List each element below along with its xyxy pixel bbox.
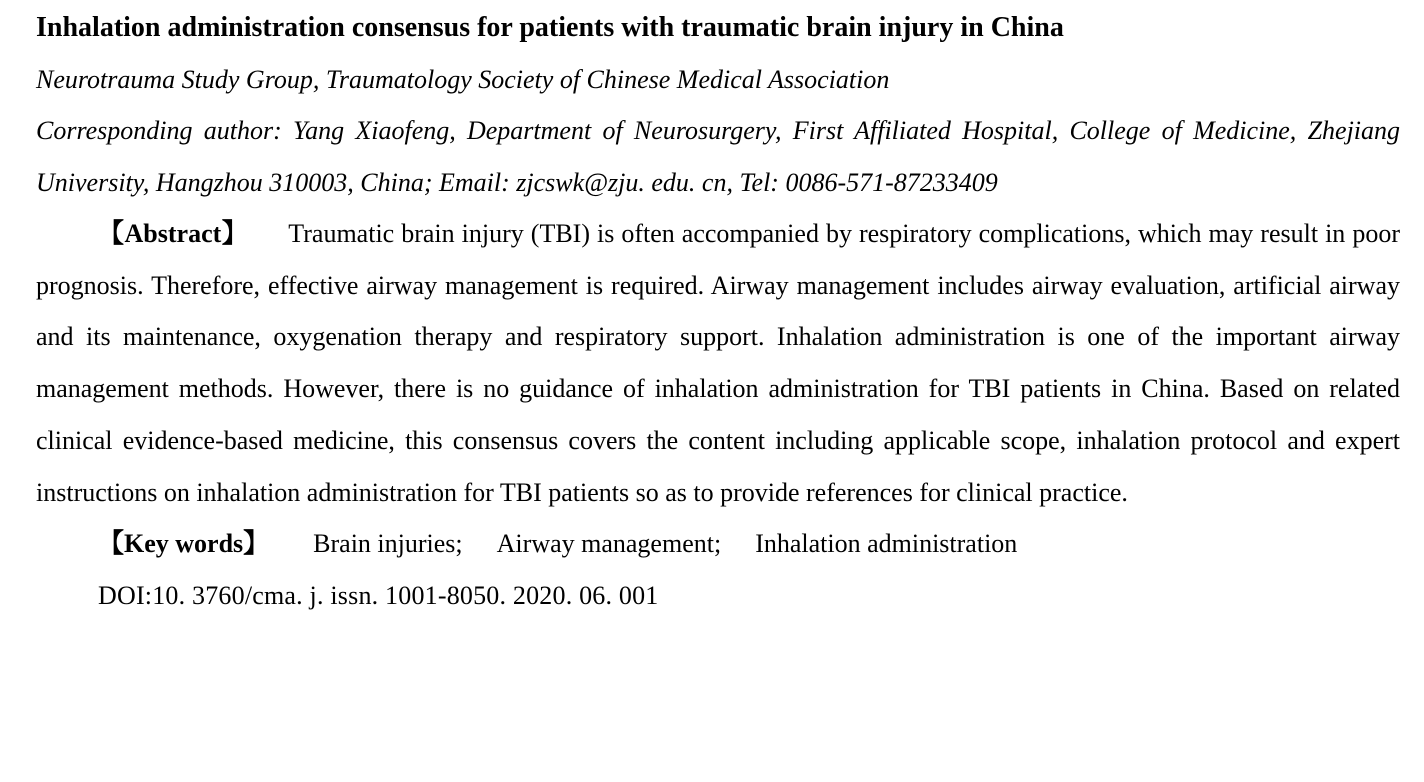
article-header	[36, 8, 1400, 622]
abstract-label: 【Abstract】	[98, 219, 249, 248]
abstract-text: Traumatic brain injury (TBI) is often accompanied by respiratory complications, which may result in poor prognosis. Therefore, effective airway management is required. Airway management includes airway evaluation, artificial airway and its maintenance, oxygenation therapy and respiratory support. Inhalation administration is one of the important airway management methods. However, there is no guidance of inhalation administration for TBI patients in China. Based on related clinical evidence-based medicine, this consensus covers the content including applicable scope, inhalation protocol and expert instructions on inhalation administration for TBI patients so as to provide references for clinical practice.	[36, 219, 1400, 507]
keyword-item: Inhalation administration	[755, 529, 1018, 559]
keyword-item: Brain injuries;	[313, 529, 463, 559]
author-line: Neurotrauma Study Group, Traumatology Society of Chinese Medical Association	[36, 65, 890, 94]
doi-line: DOI:10. 3760/cma. j. issn. 1001-8050. 2020. 06. 001	[98, 580, 659, 610]
keywords-line	[36, 518, 1400, 570]
paper-title: Inhalation administration consensus for patients with traumatic brain injury in China	[36, 12, 1064, 43]
keywords-label: 【Key words】	[98, 529, 270, 559]
abstract-paragraph	[36, 208, 1400, 518]
corresponding-author-text: Yang Xiaofeng, Department of Neurosurgery, First Affiliated Hospital, College of Medicine, Zhejiang University, Hangzhou 310003, China; Email: zjcswk@zju. edu. cn, Tel: 0086-571-87233409	[36, 116, 1401, 197]
corresponding-author-label: Corresponding author:	[36, 116, 282, 145]
corresponding-author	[36, 105, 1400, 208]
keyword-item: Airway management;	[496, 529, 722, 559]
